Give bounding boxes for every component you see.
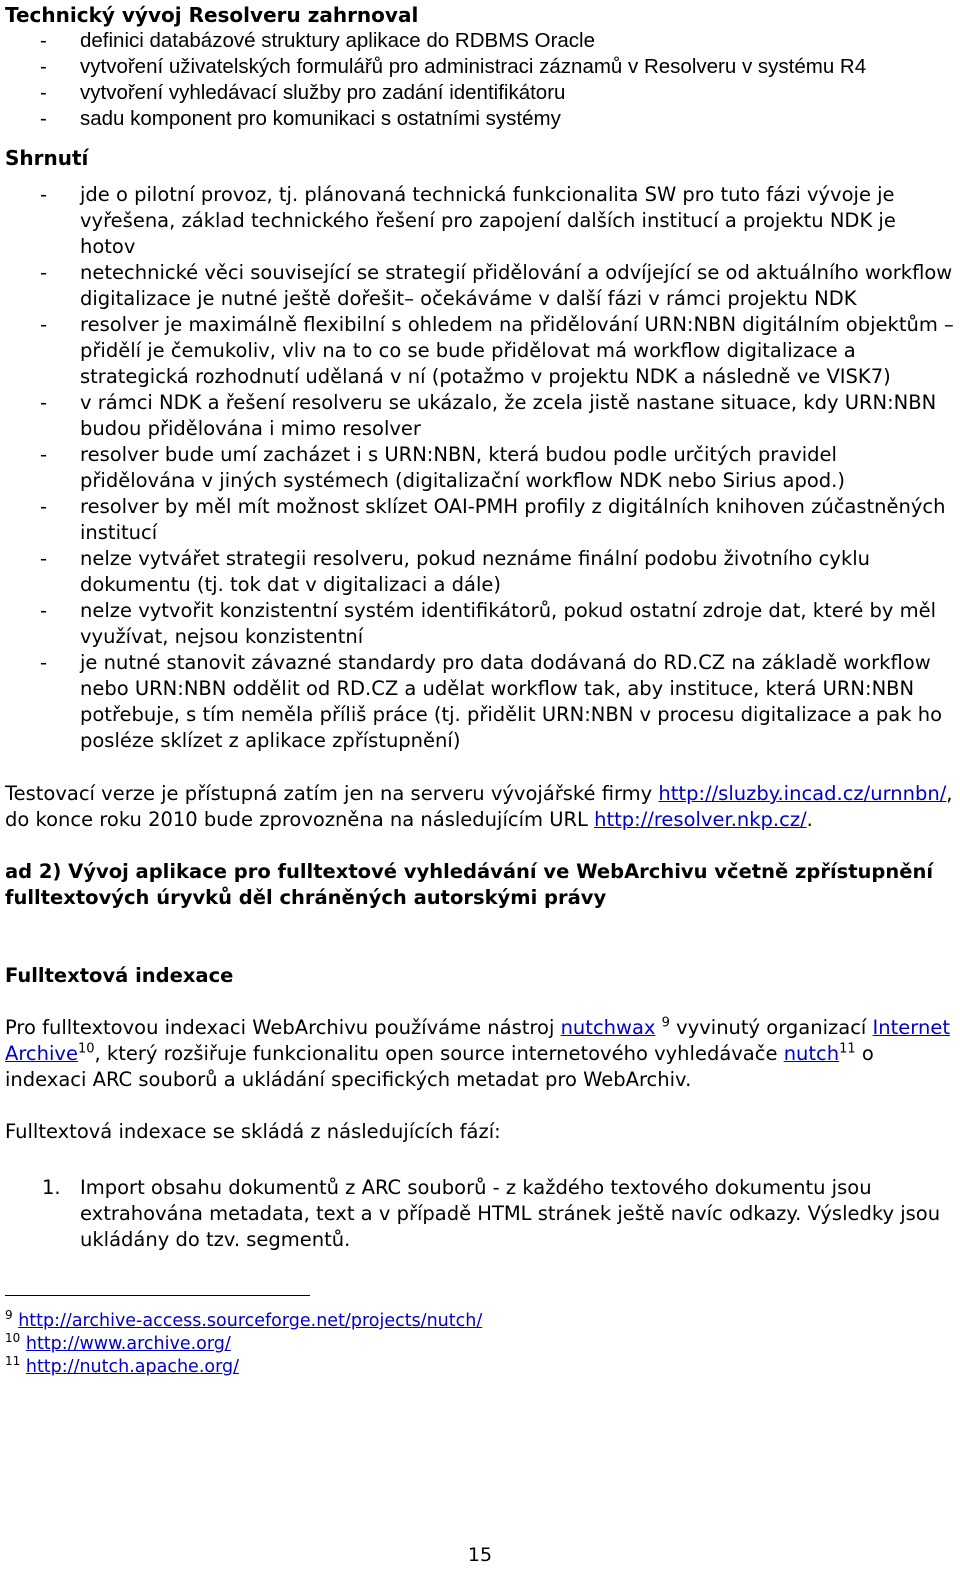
list-item: - vytvoření uživatelských formulářů pro administraci záznamů v Resolveru v systému R4 (5, 54, 957, 80)
section-heading-2: ad 2) Vývoj aplikace pro fulltextové vyhledávání ve WebArchivu včetně zpřístupnění fulltextových úryvků děl chráněných autorskými právy (5, 860, 934, 909)
internet-archive-link[interactable]: Internet Archive (5, 1016, 950, 1065)
phases-intro: Fulltextová indexace se skládá z následujících fází: (5, 1120, 501, 1143)
list-item: - resolver by měl mít možnost sklízet OAI-PMH profily z digitálních knihoven zúčastněných institucí (5, 494, 957, 546)
dev-list (5, 28, 957, 132)
footnote: $^{10}$ http://www.archive.org/ (5, 1331, 231, 1354)
list-item: - resolver je maximálně flexibilní s ohledem na přidělování URN:NBN digitálním objektům – přidělí je čemukoliv, vliv na to co se bude přidělovat má workflow digitalizace a strategická rozhodnutí udělaná v ní (potažmo v projektu NDK a následně ve VISK7) (5, 312, 957, 390)
list-item: 1. Import obsahu dokumentů z ARC souborů - z každého textového dokumentu jsou extrahována metadata, text a v případě HTML stránek ještě navíc odkazy. Výsledky jsou ukládány do tzv. segmentů. (42, 1176, 941, 1251)
list-item: - definici databázové struktury aplikace do RDBMS Oracle (5, 28, 957, 54)
footnote-ref: 9 (661, 1015, 670, 1031)
list-item: - resolver bude umí zacházet i s URN:NBN, která budou podle určitých pravidel přidělována v jiných systémech (digitalizační workflow NDK nebo Sirius apod.) (5, 442, 957, 494)
fulltext-heading: Fulltextová indexace (5, 964, 234, 987)
list-item: - nelze vytvářet strategii resolveru, pokud neznáme finální podobu životního cyklu dokumentu (tj. tok dat v digitalizaci a dále) (5, 546, 957, 598)
list-item: - netechnické věci související se strategií přidělování a odvíjející se od aktuálního workflow digitalizace je nutné ještě dořešit– očekáváme v další fázi v rámci projektu NDK (5, 260, 957, 312)
phases-list (5, 1175, 957, 1253)
nutchwax-link[interactable]: nutchwax (560, 1016, 656, 1039)
list-item: - jde o pilotní provoz, tj. plánovaná technická funkcionalita SW pro tuto fázi vývoje je vyřešena, základ technického řešení pro zapojení dalších institucí a projektu NDK je hotov (5, 182, 957, 260)
footnotes (5, 1310, 957, 1379)
summary-heading: Shrnutí (5, 146, 89, 170)
resolver-link[interactable]: http://resolver.nkp.cz/ (594, 808, 807, 831)
page-number: 15 (467, 1544, 493, 1566)
footnote-ref: 11 (839, 1041, 856, 1057)
footnote: $^{11}$ http://nutch.apache.org/ (5, 1354, 239, 1377)
footnote-link[interactable]: http://nutch.apache.org/ (25, 1357, 239, 1377)
nutch-link[interactable]: nutch (783, 1042, 840, 1065)
list-item: - sadu komponent pro komunikaci s ostatními systémy (5, 106, 957, 132)
fulltext-paragraph: Pro fulltextovou indexaci WebArchivu používáme nástroj nutchwax $^9$ vyvinutý organizací Internet Archive$^{10}$, který rozšiřuje funkcionalitu open source internetového vyhledávače nutch$^{11}$ o indexaci ARC souborů a ukládání specifických metadat pro WebArchiv. (5, 1015, 950, 1091)
incad-link[interactable]: http://sluzby.incad.cz/urnnbn/ (658, 782, 947, 805)
footnote: $^9$ http://archive-access.sourceforge.net/projects/nutch/ (5, 1308, 483, 1331)
list-item: - je nutné stanovit závazné standardy pro data dodávaná do RD.CZ na základě workflow nebo URN:NBN oddělit od RD.CZ a udělat workflow tak, aby instituce, která URN:NBN potřebuje, s tím neměla příliš práce (tj. přidělit URN:NBN v procesu digitalizace a pak ho posléze sklízet z aplikace zpřístupnění) (5, 650, 957, 754)
list-item: - nelze vytvořit konzistentní systém identifikátorů, pokud ostatní zdroje dat, které by měl využívat, nejsou konzistentní (5, 598, 957, 650)
section-heading: Technický vývoj Resolveru zahrnoval (5, 3, 419, 27)
list-item: - vytvoření vyhledávací služby pro zadání identifikátoru (5, 80, 957, 106)
footnote-ref: 10 (77, 1041, 95, 1057)
footnote-divider (5, 1295, 310, 1296)
summary-list (5, 182, 957, 754)
footnote-link[interactable]: http://www.archive.org/ (25, 1334, 231, 1354)
document-page (5, 0, 957, 1379)
test-version-paragraph: Testovací verze je přístupná zatím jen na serveru vývojářské firmy http://sluzby.incad.cz/urnnbn/, do konce roku 2010 bude zprovozněna na následujícím URL http://resolver.nkp.cz/. (5, 782, 953, 831)
footnote-link[interactable]: http://archive-access.sourceforge.net/projects/nutch/ (18, 1311, 483, 1331)
list-item: - v rámci NDK a řešení resolveru se ukázalo, že zcela jistě nastane situace, kdy URN:NBN budou přidělována i mimo resolver (5, 390, 957, 442)
